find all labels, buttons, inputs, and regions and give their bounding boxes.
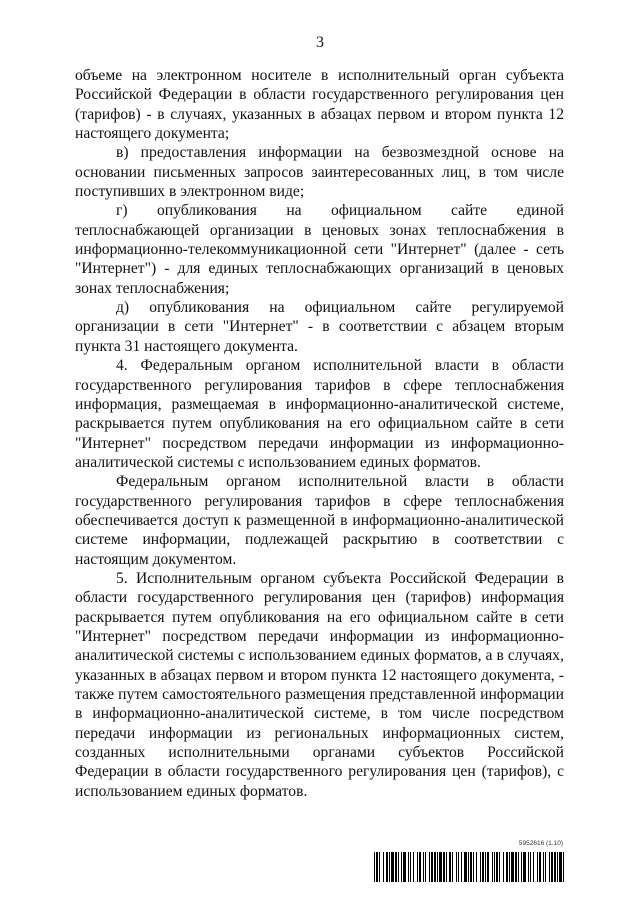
barcode-bar bbox=[429, 852, 430, 882]
page-number: 3 bbox=[316, 34, 324, 51]
barcode-bar bbox=[523, 852, 526, 882]
barcode-graphic bbox=[374, 852, 564, 882]
barcode-bar bbox=[559, 852, 562, 882]
barcode-bar bbox=[425, 852, 426, 882]
barcode-bar bbox=[476, 852, 477, 882]
barcode-bar bbox=[401, 852, 402, 882]
barcode-bar bbox=[391, 852, 394, 882]
barcode-bar bbox=[509, 852, 510, 882]
barcode-bar bbox=[419, 852, 421, 882]
barcode-bar bbox=[528, 852, 529, 882]
barcode-bar bbox=[389, 852, 390, 882]
barcode-bar bbox=[464, 852, 467, 882]
barcode-bar bbox=[398, 852, 399, 882]
barcode-bar bbox=[431, 852, 433, 882]
barcode-bar bbox=[443, 852, 445, 882]
barcode-bar bbox=[395, 852, 397, 882]
barcode-bar bbox=[515, 852, 517, 882]
barcode-bar bbox=[511, 852, 514, 882]
barcode-bar bbox=[461, 852, 462, 882]
barcode-bar bbox=[376, 852, 378, 882]
barcode-bar bbox=[379, 852, 380, 882]
barcode-bar bbox=[468, 852, 469, 882]
barcode bbox=[374, 852, 564, 882]
paragraph-item-d: д) опубликования на официальном сайте регулируемой организации в сети "Интернет" - в соответствии с абзацем вторым пункта 31 настоящего документа. bbox=[75, 299, 564, 355]
barcode-bar bbox=[473, 852, 474, 882]
barcode-bar bbox=[499, 852, 500, 882]
barcode-bar bbox=[408, 852, 409, 882]
barcode-bar bbox=[456, 852, 457, 882]
barcode-bar bbox=[494, 852, 495, 882]
barcode-bar bbox=[539, 852, 541, 882]
paragraph-clause-4: 4. Федеральным органом исполнительной власти в области государственного регулирования тарифов в сфере теплоснабжения информация, размещаемая в информационно-аналитической системе, раскрывается путем опубликования на его официальном сайте в сети "Интернет" посредством передачи информации из информационно-аналитической системы с использованием единых форматов. bbox=[75, 357, 564, 471]
barcode-bar bbox=[482, 852, 484, 882]
barcode-bar bbox=[503, 852, 504, 882]
barcode-bar bbox=[521, 852, 522, 882]
barcode-bar bbox=[449, 852, 451, 882]
barcode-bar bbox=[470, 852, 472, 882]
barcode-bar bbox=[537, 852, 538, 882]
paragraph-item-g: г) опубликования на официальном сайте единой теплоснабжающей организации в ценовых зонах теплоснабжения в информационно-телекоммуникационной сети "Интернет" (далее - сеть "Интернет") - для единых теплоснабжающих организаций в ценовых зонах теплоснабжения; bbox=[75, 202, 564, 297]
barcode-bar bbox=[557, 852, 558, 882]
barcode-bar bbox=[545, 852, 546, 882]
barcode-bar bbox=[446, 852, 447, 882]
document-serial-number: 5952616 (1.10) bbox=[518, 840, 563, 847]
barcode-bar bbox=[549, 852, 550, 882]
barcode-bar bbox=[487, 852, 489, 882]
barcode-bar bbox=[485, 852, 486, 882]
barcode-bar bbox=[554, 852, 556, 882]
barcode-bar bbox=[551, 852, 553, 882]
barcode-bar bbox=[458, 852, 459, 882]
barcode-bar bbox=[492, 852, 493, 882]
paragraph-clause-4-continued: Федеральным органом исполнительной власти в области государственного регулирования тарифов в сфере теплоснабжения обеспечивается доступ к размещенной в информационно-аналитической системе информации, подлежащей раскрытию в соответствии с настоящим документом. bbox=[75, 473, 564, 568]
barcode-bar bbox=[518, 852, 519, 882]
barcode-bar bbox=[417, 852, 418, 882]
barcode-bar bbox=[434, 852, 436, 882]
barcode-bar bbox=[543, 852, 544, 882]
barcode-bar bbox=[383, 852, 384, 882]
barcode-bar bbox=[563, 852, 564, 882]
paragraph-item-v: в) предоставления информации на безвозмездной основе на основании письменных запросов заинтересованных лиц, в том числе поступивших в электронном виде; bbox=[75, 144, 564, 201]
barcode-bar bbox=[480, 852, 481, 882]
barcode-bar bbox=[533, 852, 534, 882]
document-body bbox=[75, 66, 564, 801]
barcode-bar bbox=[506, 852, 508, 882]
barcode-bar bbox=[496, 852, 498, 882]
barcode-bar bbox=[439, 852, 442, 882]
barcode-bar bbox=[386, 852, 388, 882]
barcode-bar bbox=[423, 852, 424, 882]
barcode-bar bbox=[410, 852, 411, 882]
barcode-bar bbox=[403, 852, 406, 882]
barcode-bar bbox=[530, 852, 531, 882]
barcode-bar bbox=[374, 852, 375, 882]
barcode-bar bbox=[413, 852, 414, 882]
paragraph-clause-5: 5. Исполнительным органом субъекта Российской Федерации в области государственного регулирования цен (тарифов) информация раскрывается путем опубликования на его официальном сайте в сети "Интернет" посредством передачи информации из информационно-аналитической системы с использованием единых форматов, а в случаях, указанных в абзацах первом и втором пункта 12 настоящего документа, - также путем самостоятельного размещения представленной информации в информационно-аналитической системе, в том числе посредством передачи информации из региональных информационных систем, созданных исполнительными органами субъектов Российской Федерации в области государственного регулирования цен (тарифов), с использованием единых форматов. bbox=[75, 569, 564, 800]
paragraph-continuation: объеме на электронном носителе в исполнительный орган субъекта Российской Федерации в области государственного регулирования цен (тарифов) - в случаях, указанных в абзацах первом и втором пункта 12 настоящего документа; bbox=[75, 67, 564, 143]
barcode-bar bbox=[452, 852, 453, 882]
barcode-bar bbox=[437, 852, 438, 882]
